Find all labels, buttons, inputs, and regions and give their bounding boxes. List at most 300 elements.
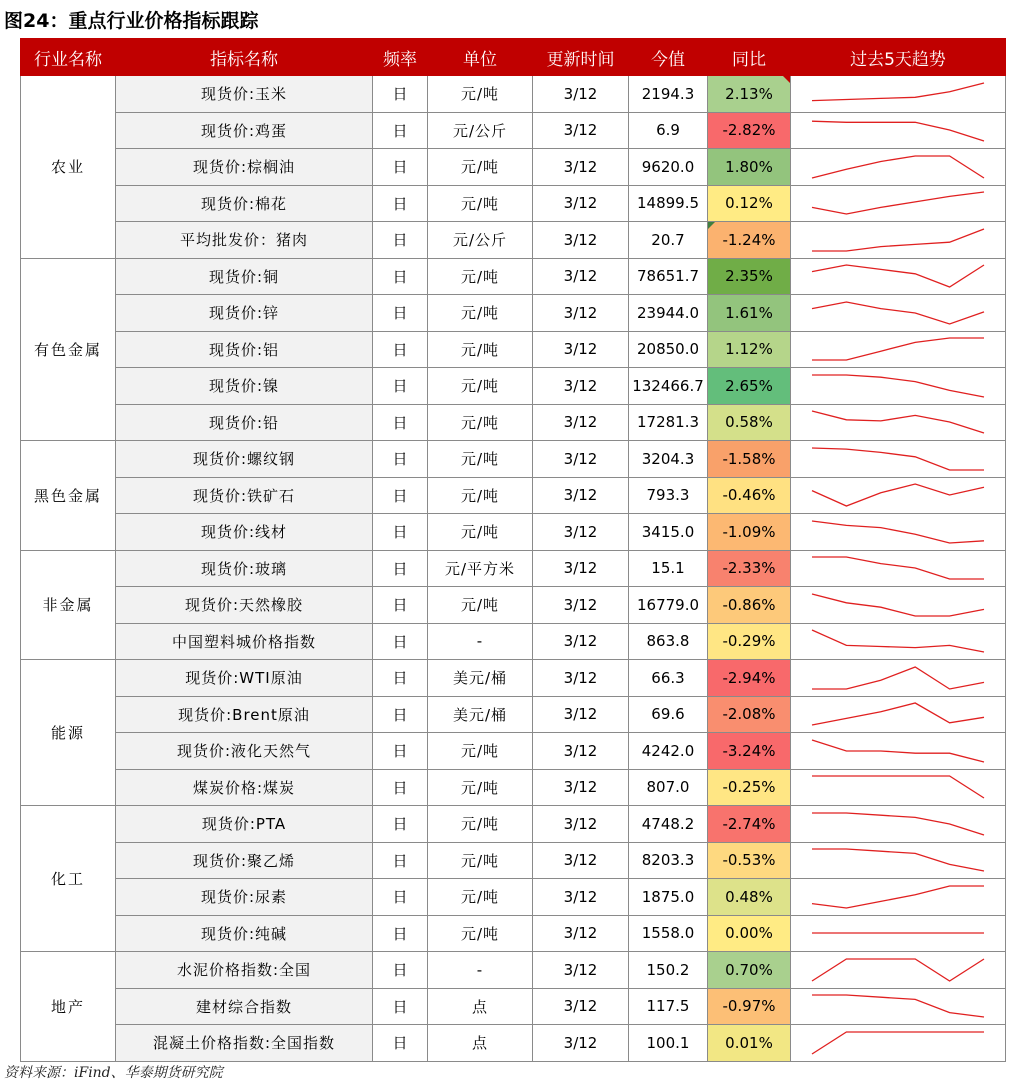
table-row: [21, 76, 1006, 113]
update-time-cell-text: 3/12: [563, 559, 598, 578]
frequency-cell: [373, 550, 428, 587]
indicator-name-text: 现货价:铁矿石: [192, 486, 296, 505]
unit-cell-text: 元/吨: [460, 888, 500, 907]
trend-sparkline-cell: [791, 952, 1006, 989]
yoy-cell-text: -0.53%: [722, 851, 776, 870]
unit-cell: [428, 550, 533, 587]
update-time-cell: [533, 660, 629, 697]
current-value-cell-text: 807.0: [646, 778, 690, 797]
trend-sparkline-cell: [791, 550, 1006, 587]
frequency-cell-text: 日: [392, 1034, 408, 1053]
trend-line: [812, 192, 984, 214]
trend-sparkline: [808, 150, 988, 184]
current-value-cell: [629, 1025, 708, 1062]
update-time-cell: [533, 842, 629, 879]
current-value-cell: [629, 441, 708, 478]
unit-cell: [428, 149, 533, 186]
unit-cell-text: 美元/桶: [452, 705, 508, 724]
trend-sparkline: [808, 223, 988, 257]
update-time-cell-text: 3/12: [563, 303, 598, 322]
update-time-cell-text: 3/12: [563, 121, 598, 140]
trend-sparkline: [808, 807, 988, 841]
update-time-cell: [533, 623, 629, 660]
frequency-cell: [373, 404, 428, 441]
unit-cell-text: 点: [471, 997, 488, 1016]
yoy-cell: [708, 222, 791, 259]
frequency-cell-text: 日: [392, 742, 408, 761]
yoy-cell: [708, 842, 791, 879]
indicator-name: [116, 149, 373, 186]
indicator-name-text: 建材综合指数: [195, 997, 292, 1016]
trend-sparkline: [808, 843, 988, 877]
frequency-cell-text: 日: [392, 486, 408, 505]
frequency-cell: [373, 368, 428, 405]
current-value-cell-text: 9620.0: [641, 157, 695, 176]
update-time-cell-text: 3/12: [563, 1033, 598, 1052]
unit-cell-text: 元/吨: [460, 158, 500, 177]
indicator-name: [116, 295, 373, 332]
trend-sparkline-cell: [791, 623, 1006, 660]
update-time-cell-text: 3/12: [563, 84, 598, 103]
trend-line: [812, 630, 984, 652]
current-value-cell-text: 4748.2: [641, 814, 695, 833]
current-value-cell: [629, 258, 708, 295]
current-value-cell: [629, 733, 708, 770]
trend-sparkline-cell: [791, 769, 1006, 806]
frequency-cell: [373, 587, 428, 624]
update-time-cell-text: 3/12: [563, 924, 598, 943]
current-value-cell-text: 3204.3: [641, 449, 695, 468]
unit-cell-text: 元/公斤: [452, 121, 508, 140]
current-value-cell: [629, 769, 708, 806]
yoy-cell: [708, 952, 791, 989]
trend-sparkline-cell: [791, 879, 1006, 916]
unit-cell: [428, 952, 533, 989]
indicator-name-text: 平均批发价：猪肉: [179, 231, 308, 250]
trend-line: [812, 83, 984, 101]
table-row: [21, 514, 1006, 551]
trend-line: [812, 121, 984, 141]
industry-name: 黑色金属: [21, 441, 116, 551]
unit-cell: [428, 112, 533, 149]
indicator-name-text: 现货价:玉米: [200, 85, 288, 104]
update-time-cell: [533, 258, 629, 295]
update-time-cell: [533, 477, 629, 514]
trend-sparkline: [808, 369, 988, 403]
current-value-cell: [629, 660, 708, 697]
trend-sparkline-cell: [791, 988, 1006, 1025]
yoy-cell-text: 2.35%: [725, 267, 773, 286]
table-row: [21, 587, 1006, 624]
update-time-cell-text: 3/12: [563, 449, 598, 468]
indicator-name-text: 现货价:WTI原油: [185, 669, 303, 688]
unit-cell: [428, 733, 533, 770]
trend-sparkline: [808, 588, 988, 622]
unit-cell: [428, 222, 533, 259]
unit-cell-text: 元/吨: [460, 815, 500, 834]
yoy-cell-text: 0.12%: [725, 194, 773, 213]
update-time-cell: [533, 879, 629, 916]
trend-line: [812, 1032, 984, 1054]
yoy-cell-text: -2.74%: [722, 814, 776, 833]
current-value-cell: [629, 587, 708, 624]
trend-sparkline: [808, 661, 988, 695]
unit-cell-text: 美元/桶: [452, 669, 508, 688]
current-value-cell-text: 100.1: [646, 1033, 690, 1052]
frequency-cell-text: 日: [392, 450, 408, 469]
trend-sparkline: [808, 1026, 988, 1060]
indicator-name-text: 现货价:天然橡胶: [184, 596, 304, 615]
current-value-cell-text: 66.3: [651, 668, 685, 687]
current-value-cell-text: 6.9: [656, 121, 680, 140]
trend-sparkline: [808, 989, 988, 1023]
table-row: [21, 112, 1006, 149]
update-time-cell: [533, 295, 629, 332]
yoy-cell-text: -1.09%: [722, 522, 776, 541]
current-value-cell: [629, 331, 708, 368]
indicator-name: [116, 696, 373, 733]
trend-sparkline-cell: [791, 806, 1006, 843]
frequency-cell: [373, 112, 428, 149]
current-value-cell-text: 20850.0: [636, 340, 700, 359]
update-time-cell: [533, 441, 629, 478]
unit-cell-text: -: [476, 632, 484, 651]
yoy-cell-text: -0.86%: [722, 595, 776, 614]
frequency-cell-text: 日: [392, 413, 408, 432]
frequency-cell-text: 日: [392, 340, 408, 359]
frequency-cell-text: 日: [392, 778, 408, 797]
unit-cell: [428, 295, 533, 332]
yoy-cell: [708, 623, 791, 660]
frequency-cell: [373, 1025, 428, 1062]
update-time-cell: [533, 915, 629, 952]
yoy-cell-text: -1.24%: [722, 230, 776, 249]
yoy-cell-text: 0.58%: [725, 413, 773, 432]
yoy-cell-text: 2.65%: [725, 376, 773, 395]
yoy-cell: [708, 514, 791, 551]
current-value-cell: [629, 185, 708, 222]
indicator-name: [116, 879, 373, 916]
update-time-cell-text: 3/12: [563, 486, 598, 505]
yoy-cell-text: -1.58%: [722, 449, 776, 468]
yoy-cell-text: 0.70%: [725, 960, 773, 979]
frequency-cell: [373, 806, 428, 843]
update-time-cell-text: 3/12: [563, 267, 598, 286]
unit-cell: [428, 514, 533, 551]
frequency-cell-text: 日: [392, 121, 408, 140]
indicator-name: [116, 988, 373, 1025]
trend-line: [812, 484, 984, 506]
yoy-cell-text: -2.94%: [722, 668, 776, 687]
yoy-cell: [708, 696, 791, 733]
yoy-cell: [708, 988, 791, 1025]
yoy-cell-text: -0.25%: [722, 778, 776, 797]
current-value-cell-text: 16779.0: [636, 595, 700, 614]
frequency-cell-text: 日: [392, 231, 408, 250]
unit-cell: [428, 477, 533, 514]
update-time-cell: [533, 112, 629, 149]
trend-sparkline-cell: [791, 441, 1006, 478]
trend-sparkline: [808, 624, 988, 658]
current-value-cell-text: 150.2: [646, 960, 690, 979]
current-value-cell-text: 8203.3: [641, 851, 695, 870]
unit-cell-text: 元/平方米: [444, 559, 516, 578]
indicator-name-text: 现货价:液化天然气: [176, 742, 312, 761]
current-value-cell-text: 69.6: [651, 705, 685, 724]
header-indicator: 指标名称: [116, 39, 373, 76]
unit-cell: [428, 368, 533, 405]
unit-cell: [428, 587, 533, 624]
trend-sparkline-cell: [791, 185, 1006, 222]
trend-sparkline-cell: [791, 295, 1006, 332]
error-marker: [708, 222, 715, 229]
yoy-cell-text: 1.61%: [725, 303, 773, 322]
header-yoy: 同比: [708, 39, 791, 76]
indicator-name-text: 现货价:纯碱: [200, 924, 288, 943]
table-row: [21, 660, 1006, 697]
yoy-cell: [708, 733, 791, 770]
yoy-cell: [708, 76, 791, 113]
update-time-cell: [533, 952, 629, 989]
trend-sparkline-cell: [791, 331, 1006, 368]
current-value-cell-text: 23944.0: [636, 303, 700, 322]
indicator-name: [116, 112, 373, 149]
frequency-cell: [373, 441, 428, 478]
update-time-cell: [533, 404, 629, 441]
trend-sparkline-cell: [791, 587, 1006, 624]
yoy-cell-text: 2.13%: [725, 84, 773, 103]
source-note: 资料来源：iFind、华泰期货研究院: [4, 1065, 223, 1081]
trend-sparkline: [808, 77, 988, 111]
trend-sparkline-cell: [791, 842, 1006, 879]
table-row: [21, 258, 1006, 295]
frequency-cell: [373, 842, 428, 879]
yoy-cell-text: -2.33%: [722, 559, 776, 578]
update-time-cell-text: 3/12: [563, 522, 598, 541]
trend-line: [812, 448, 984, 470]
current-value-cell: [629, 76, 708, 113]
unit-cell: [428, 660, 533, 697]
unit-cell-text: 元/吨: [460, 778, 500, 797]
table-row: [21, 842, 1006, 879]
price-tracking-table: [20, 38, 1006, 1062]
frequency-cell: [373, 149, 428, 186]
unit-cell: [428, 842, 533, 879]
unit-cell: [428, 404, 533, 441]
indicator-name-text: 现货价:鸡蛋: [200, 121, 288, 140]
table-row: [21, 806, 1006, 843]
frequency-cell: [373, 915, 428, 952]
yoy-cell-text: -2.08%: [722, 705, 776, 724]
current-value-cell: [629, 112, 708, 149]
trend-sparkline: [808, 916, 988, 950]
comment-marker: [783, 76, 790, 83]
current-value-cell-text: 863.8: [646, 632, 690, 651]
header-unit: 单位: [428, 39, 533, 76]
trend-line: [812, 521, 984, 543]
unit-cell-text: 元/吨: [460, 596, 500, 615]
yoy-cell-text: 1.80%: [725, 157, 773, 176]
trend-sparkline-cell: [791, 477, 1006, 514]
trend-line: [812, 740, 984, 762]
trend-sparkline-cell: [791, 660, 1006, 697]
frequency-cell-text: 日: [392, 523, 408, 542]
trend-sparkline: [808, 697, 988, 731]
trend-sparkline: [808, 113, 988, 147]
trend-line: [812, 995, 984, 1017]
yoy-cell: [708, 915, 791, 952]
current-value-cell: [629, 514, 708, 551]
trend-sparkline: [808, 880, 988, 914]
trend-line: [812, 411, 984, 433]
frequency-cell-text: 日: [392, 669, 408, 688]
header-trend: 过去5天趋势: [791, 39, 1006, 76]
trend-sparkline-cell: [791, 696, 1006, 733]
unit-cell-text: 元/吨: [460, 742, 500, 761]
trend-line: [812, 959, 984, 981]
frequency-cell-text: 日: [392, 559, 408, 578]
table-row: [21, 952, 1006, 989]
current-value-cell: [629, 879, 708, 916]
frequency-cell-text: 日: [392, 961, 408, 980]
trend-sparkline-cell: [791, 915, 1006, 952]
current-value-cell-text: 793.3: [646, 486, 690, 505]
yoy-cell-text: -0.97%: [722, 997, 776, 1016]
current-value-cell: [629, 295, 708, 332]
current-value-cell: [629, 222, 708, 259]
update-time-cell-text: 3/12: [563, 632, 598, 651]
frequency-cell-text: 日: [392, 596, 408, 615]
current-value-cell: [629, 952, 708, 989]
yoy-cell: [708, 258, 791, 295]
trend-sparkline: [808, 405, 988, 439]
frequency-cell-text: 日: [392, 705, 408, 724]
trend-line: [812, 338, 984, 360]
indicator-name: [116, 1025, 373, 1062]
current-value-cell-text: 2194.3: [641, 84, 695, 103]
table-header-row: [21, 39, 1006, 76]
indicator-name-text: 现货价:聚乙烯: [192, 851, 296, 870]
trend-sparkline-cell: [791, 76, 1006, 113]
frequency-cell: [373, 623, 428, 660]
frequency-cell-text: 日: [392, 997, 408, 1016]
indicator-name: [116, 368, 373, 405]
industry-name: 化工: [21, 806, 116, 952]
update-time-cell-text: 3/12: [563, 997, 598, 1016]
frequency-cell-text: 日: [392, 194, 408, 213]
unit-cell: [428, 915, 533, 952]
trend-sparkline-cell: [791, 149, 1006, 186]
trend-sparkline: [808, 770, 988, 804]
current-value-cell-text: 1558.0: [641, 924, 695, 943]
update-time-cell: [533, 769, 629, 806]
unit-cell-text: 元/吨: [460, 924, 500, 943]
indicator-name-text: 现货价:PTA: [201, 815, 287, 834]
update-time-cell: [533, 331, 629, 368]
header-current-value: 今值: [629, 39, 708, 76]
unit-cell-text: 元/吨: [460, 450, 500, 469]
indicator-name-text: 现货价:镍: [208, 377, 280, 396]
indicator-name: [116, 806, 373, 843]
trend-line: [812, 667, 984, 689]
yoy-cell: [708, 587, 791, 624]
indicator-name: [116, 550, 373, 587]
frequency-cell-text: 日: [392, 632, 408, 651]
update-time-cell: [533, 149, 629, 186]
update-time-cell-text: 3/12: [563, 194, 598, 213]
trend-sparkline-cell: [791, 733, 1006, 770]
current-value-cell: [629, 623, 708, 660]
yoy-cell: [708, 441, 791, 478]
indicator-name-text: 水泥价格指数:全国: [176, 961, 312, 980]
unit-cell: [428, 879, 533, 916]
trend-sparkline: [808, 734, 988, 768]
table-row: [21, 550, 1006, 587]
current-value-cell: [629, 806, 708, 843]
frequency-cell-text: 日: [392, 815, 408, 834]
update-time-cell-text: 3/12: [563, 705, 598, 724]
table-row: [21, 1025, 1006, 1062]
header-industry: 行业名称: [21, 39, 116, 76]
update-time-cell-text: 3/12: [563, 741, 598, 760]
unit-cell: [428, 988, 533, 1025]
unit-cell: [428, 806, 533, 843]
indicator-name: [116, 76, 373, 113]
current-value-cell-text: 20.7: [651, 230, 685, 249]
yoy-cell-text: 0.01%: [725, 1033, 773, 1052]
current-value-cell: [629, 149, 708, 186]
trend-line: [812, 886, 984, 908]
current-value-cell-text: 17281.3: [636, 413, 700, 432]
trend-line: [812, 703, 984, 725]
indicator-name-text: 煤炭价格:煤炭: [192, 778, 296, 797]
update-time-cell: [533, 222, 629, 259]
table-row: [21, 222, 1006, 259]
trend-line: [812, 849, 984, 871]
header-frequency: 频率: [373, 39, 428, 76]
update-time-cell-text: 3/12: [563, 340, 598, 359]
frequency-cell: [373, 185, 428, 222]
update-time-cell-text: 3/12: [563, 230, 598, 249]
frequency-cell: [373, 660, 428, 697]
frequency-cell: [373, 514, 428, 551]
indicator-name: [116, 769, 373, 806]
trend-line: [812, 229, 984, 251]
trend-sparkline: [808, 478, 988, 512]
frequency-cell: [373, 76, 428, 113]
current-value-cell: [629, 550, 708, 587]
current-value-cell-text: 15.1: [651, 559, 685, 578]
yoy-cell-text: -3.24%: [722, 741, 776, 760]
unit-cell-text: 元/吨: [460, 340, 500, 359]
current-value-cell-text: 1875.0: [641, 887, 695, 906]
industry-name: 能源: [21, 660, 116, 806]
current-value-cell: [629, 368, 708, 405]
unit-cell: [428, 769, 533, 806]
update-time-cell-text: 3/12: [563, 595, 598, 614]
current-value-cell: [629, 696, 708, 733]
unit-cell-text: 元/吨: [460, 851, 500, 870]
yoy-cell: [708, 185, 791, 222]
trend-sparkline-cell: [791, 112, 1006, 149]
unit-cell: [428, 696, 533, 733]
update-time-cell-text: 3/12: [563, 851, 598, 870]
update-time-cell-text: 3/12: [563, 960, 598, 979]
update-time-cell-text: 3/12: [563, 814, 598, 833]
table-row: [21, 404, 1006, 441]
yoy-cell: [708, 295, 791, 332]
update-time-cell: [533, 806, 629, 843]
